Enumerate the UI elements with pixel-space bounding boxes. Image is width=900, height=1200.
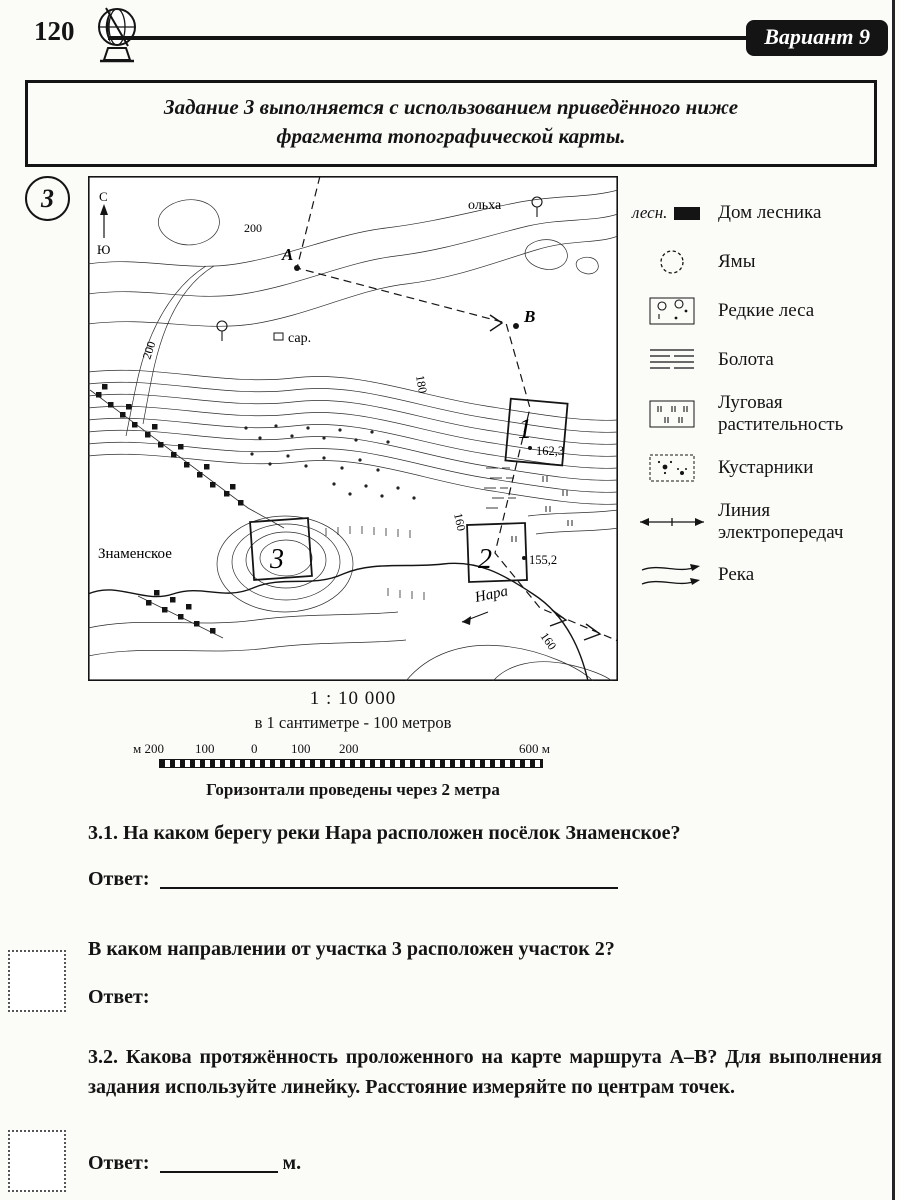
topographic-map — [88, 176, 618, 681]
sparse-forest-icon — [632, 294, 718, 328]
margin-dotted-box — [8, 950, 66, 1012]
scale-tick-label: м 200 — [133, 741, 164, 756]
task-number-circle — [25, 176, 70, 221]
point-a-dot — [294, 265, 300, 271]
answer-blank-line — [160, 1153, 278, 1173]
contour-label-160-lower: 160 — [537, 629, 560, 653]
pits-icon — [632, 245, 718, 279]
meadow-icon — [632, 397, 718, 431]
page-edge-shadow — [892, 0, 895, 1200]
legend-item-forester-house — [632, 196, 890, 230]
answer-3-2 — [88, 1152, 301, 1175]
scale-ratio: 1 : 10 000 — [309, 688, 397, 709]
legend-item-power-line — [632, 500, 890, 544]
answer-unit: м. — [282, 1152, 302, 1174]
answer-label: Ответ: — [88, 986, 150, 1008]
map-scale-block — [88, 688, 618, 800]
scale-verbal: в 1 сантиметре - 100 метров — [254, 713, 452, 732]
question-text: На каком берегу реки Нара расположен посёлок Знаменское? — [123, 822, 681, 844]
legend-item-river — [632, 558, 890, 592]
scale-tick-label: 0 — [251, 741, 258, 756]
page-number: 120 — [34, 16, 75, 46]
river-label: Нара — [473, 583, 510, 606]
scale-bar — [133, 741, 555, 773]
contour-interval-note: Горизонтали проведены через 2 метра — [206, 780, 500, 799]
point-b-label: B — [524, 307, 536, 326]
scale-tick-label: 100 — [291, 741, 311, 756]
plot-2-number: 2 — [478, 544, 492, 575]
answer-3-1 — [88, 868, 618, 891]
question-number: 3.1. — [88, 822, 118, 844]
legend-label: Река — [718, 564, 755, 586]
legend-item-shrubs — [632, 451, 890, 485]
legend-label: Луговая растительность — [718, 392, 844, 435]
legend-label: Линия электропередач — [718, 499, 844, 543]
answer-blank-line — [160, 869, 618, 889]
legend-label: Дом лесника — [718, 202, 822, 224]
contour-label-180: 180 — [413, 374, 430, 395]
power-line-icon — [632, 505, 718, 539]
compass-north-label: С — [99, 189, 108, 204]
answer-label: Ответ: — [88, 868, 150, 890]
contour-label-200-top: 200 — [244, 221, 262, 235]
map-legend — [632, 196, 890, 607]
scale-bar-stripes — [159, 759, 543, 768]
swamp-icon — [632, 343, 718, 377]
scale-tick-label: 600 м — [519, 741, 550, 756]
answer-3-1b — [88, 986, 150, 1009]
contour-label-160-upper: 160 — [451, 511, 469, 533]
task-number: 3 — [41, 183, 54, 213]
task-intro-line2: фрагмента топографической карты. — [276, 124, 626, 149]
question-3-2 — [88, 1042, 882, 1102]
plot-1-elevation: 162,3 — [536, 444, 565, 458]
plot-2-elevation: 155,2 — [529, 553, 558, 567]
legend-label: Ямы — [718, 251, 756, 273]
point-b-dot — [513, 323, 519, 329]
plot-1-number: 1 — [518, 414, 532, 445]
legend-label: Болота — [718, 349, 774, 371]
alder-label: ольха — [468, 198, 502, 213]
scale-tick-label: 200 — [339, 741, 359, 756]
forester-house-abbr: лесн. — [632, 203, 668, 222]
margin-dotted-box — [8, 1130, 66, 1192]
village-label: Знаменское — [98, 546, 172, 562]
forester-house-icon — [632, 203, 718, 223]
task-intro-line1: Задание 3 выполняется с использованием приведённого ниже — [163, 95, 739, 119]
question-3-1b — [88, 934, 882, 964]
header-rule — [108, 36, 756, 40]
shrubs-icon — [632, 451, 718, 485]
contour-label-200-left: 200 — [139, 339, 159, 361]
legend-label: Кустарники — [718, 456, 814, 478]
variant-badge: Вариант 9 — [746, 20, 888, 56]
task-intro-box — [25, 80, 877, 167]
answer-label: Ответ: — [88, 1152, 150, 1174]
plot-3-number: 3 — [270, 544, 284, 575]
point-a-label: A — [282, 245, 294, 264]
compass-south-label: Ю — [97, 242, 111, 257]
legend-item-swamp — [632, 343, 890, 377]
question-text: В каком направлении от участка 3 расположен участок 2? — [88, 938, 615, 960]
question-3-1 — [88, 818, 882, 848]
scale-tick-label: 100 — [195, 741, 215, 756]
barn-label: сар. — [288, 331, 312, 346]
question-text: Какова протяжённость проложенного на карте маршрута А–В? Для выполнения задания используйте линейку. Расстояние измеряйте по центрам точек. — [88, 1046, 883, 1098]
legend-item-sparse-forest — [632, 294, 890, 328]
legend-item-pits — [632, 245, 890, 279]
river-icon — [632, 558, 718, 592]
legend-item-meadow — [632, 392, 890, 436]
legend-label: Редкие леса — [718, 300, 815, 322]
question-number: 3.2. — [88, 1046, 118, 1068]
